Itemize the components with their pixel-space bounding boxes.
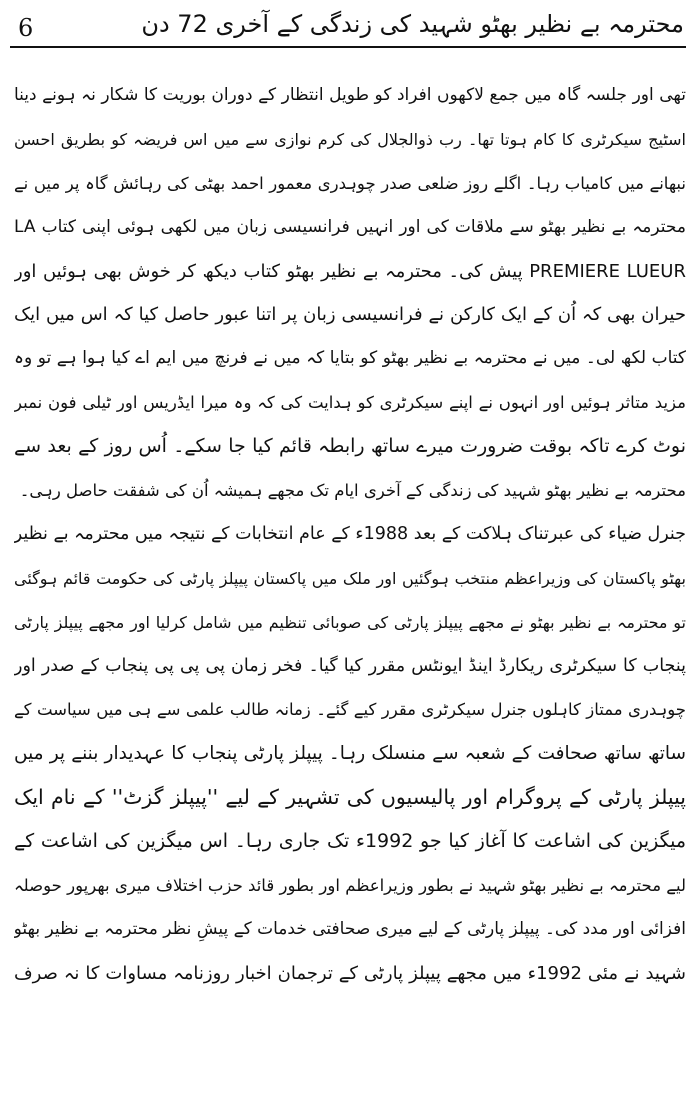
text-line: محترمہ بے نظیر بھٹو سے ملاقات کی اور انہیں فرانسیسی زبان میں لکھی ہوئی اپنی کتاب LA xyxy=(14,216,686,237)
text-line: شہید نے مئی 1992ء میں مجھے پیپلز پارٹی کے ترجمان اخبار روزنامہ مساوات کا نہ صرف xyxy=(14,962,686,984)
text-line: تھی اور جلسہ گاہ میں جمع لاکھوں افراد کو طویل انتظار کے دوران بوریت کا شکار نہ ہونے دینا xyxy=(14,85,686,105)
text-line: مزید متاثر ہوئیں اور انہوں نے اپنے سیکرٹری کو ہدایت کی کہ وہ میرا ایڈریس اور ٹیلی فون نمبر xyxy=(14,393,686,413)
running-title: محترمہ بے نظیر بھٹو شہید کی زندگی کے آخری 72 دن xyxy=(141,10,684,38)
text-line: تو محترمہ بے نظیر بھٹو نے مجھے پیپلز پارٹی کی صوبائی تنظیم میں شامل کرلیا اور مجھے پیپلز پارٹی xyxy=(14,612,686,632)
text-line: محترمہ بے نظیر بھٹو شہید کی زندگی کے آخری ایام تک مجھے ہمیشہ اُن کی شفقت حاصل رہی۔ xyxy=(19,481,686,501)
text-line: نبھانے میں کامیاب رہا۔ اگلے روز ضلعی صدر چوہدری معمور احمد بھٹی کی رہائش گاہ پر میں نے xyxy=(14,173,686,193)
text-line: نوٹ کرے تاکہ بوقت ضرورت میرے ساتھ رابطہ قائم کیا جا سکے۔ اُس روز کے بعد سے xyxy=(14,435,686,458)
text-line: حیران بھی کہ اُن کے ایک کارکن نے فرانسیسی زبان پر اتنا عبور حاصل کیا کہ اس میں ایک xyxy=(14,304,686,326)
text-line: لیے محترمہ بے نظیر بھٹو شہید نے بطور وزیراعظم اور بطور قائد حزب اختلاف میری بھرپور حوصلہ xyxy=(14,876,686,896)
page-header xyxy=(10,6,686,48)
text-line: اسٹیج سیکرٹری کا کام ہوتا تھا۔ رب ذوالجلال کی کرم نوازی سے میں اس فریضہ کو بطریق احسن xyxy=(14,129,686,149)
text-line: کتاب لکھ لی۔ میں نے محترمہ بے نظیر بھٹو کو بتایا کہ میں نے فرنچ میں ایم اے کیا ہوا ہے تو وہ xyxy=(14,348,686,369)
text-line: جنرل ضیاء کی عبرتناک ہلاکت کے بعد 1988ء کے عام انتخابات کے نتیجہ میں محترمہ بے نظیر xyxy=(14,523,686,544)
text-line: پیپلز پارٹی کے پروگرام اور پالیسیوں کی تشہیر کے لیے ''پیپلز گزٹ'' کے نام ایک xyxy=(14,785,686,810)
text-line: بھٹو پاکستان کی وزیراعظم منتخب ہوگئیں اور ملک میں پاکستان پیپلز پارٹی کی حکومت قائم ہوگئی xyxy=(14,568,686,588)
page-number: 6 xyxy=(18,14,34,42)
body-text xyxy=(14,74,686,996)
text-line: افزائی اور مدد کی۔ پیپلز پارٹی کے لیے میری صحافتی خدمات کے پیشِ نظر محترمہ بے نظیر بھٹو xyxy=(14,918,686,939)
text-line: چوہدری ممتاز کاہلوں جنرل سیکرٹری مقرر کیے گئے۔ زمانہ طالب علمی سے ہی میں سیاست کے xyxy=(14,700,686,720)
text-line: پنجاب کا سیکرٹری ریکارڈ اینڈ ایونٹس مقرر کیا گیا۔ فخر زمان پی پی پی پنجاب کے صدر اور xyxy=(14,655,686,676)
text-line: میگزین کی اشاعت کا آغاز کیا جو 1992ء تک جاری رہا۔ اس میگزین کی اشاعت کے xyxy=(14,830,686,853)
text-line: PREMIERE LUEUR پیش کی۔ محترمہ بے نظیر بھٹو کتاب دیکھ کر خوش بھی ہوئیں اور xyxy=(14,260,686,282)
text-line: ساتھ ساتھ صحافت کے شعبہ سے منسلک رہا۔ پیپلز پارٹی پنجاب کا عہدیدار بننے پر میں xyxy=(14,743,686,765)
